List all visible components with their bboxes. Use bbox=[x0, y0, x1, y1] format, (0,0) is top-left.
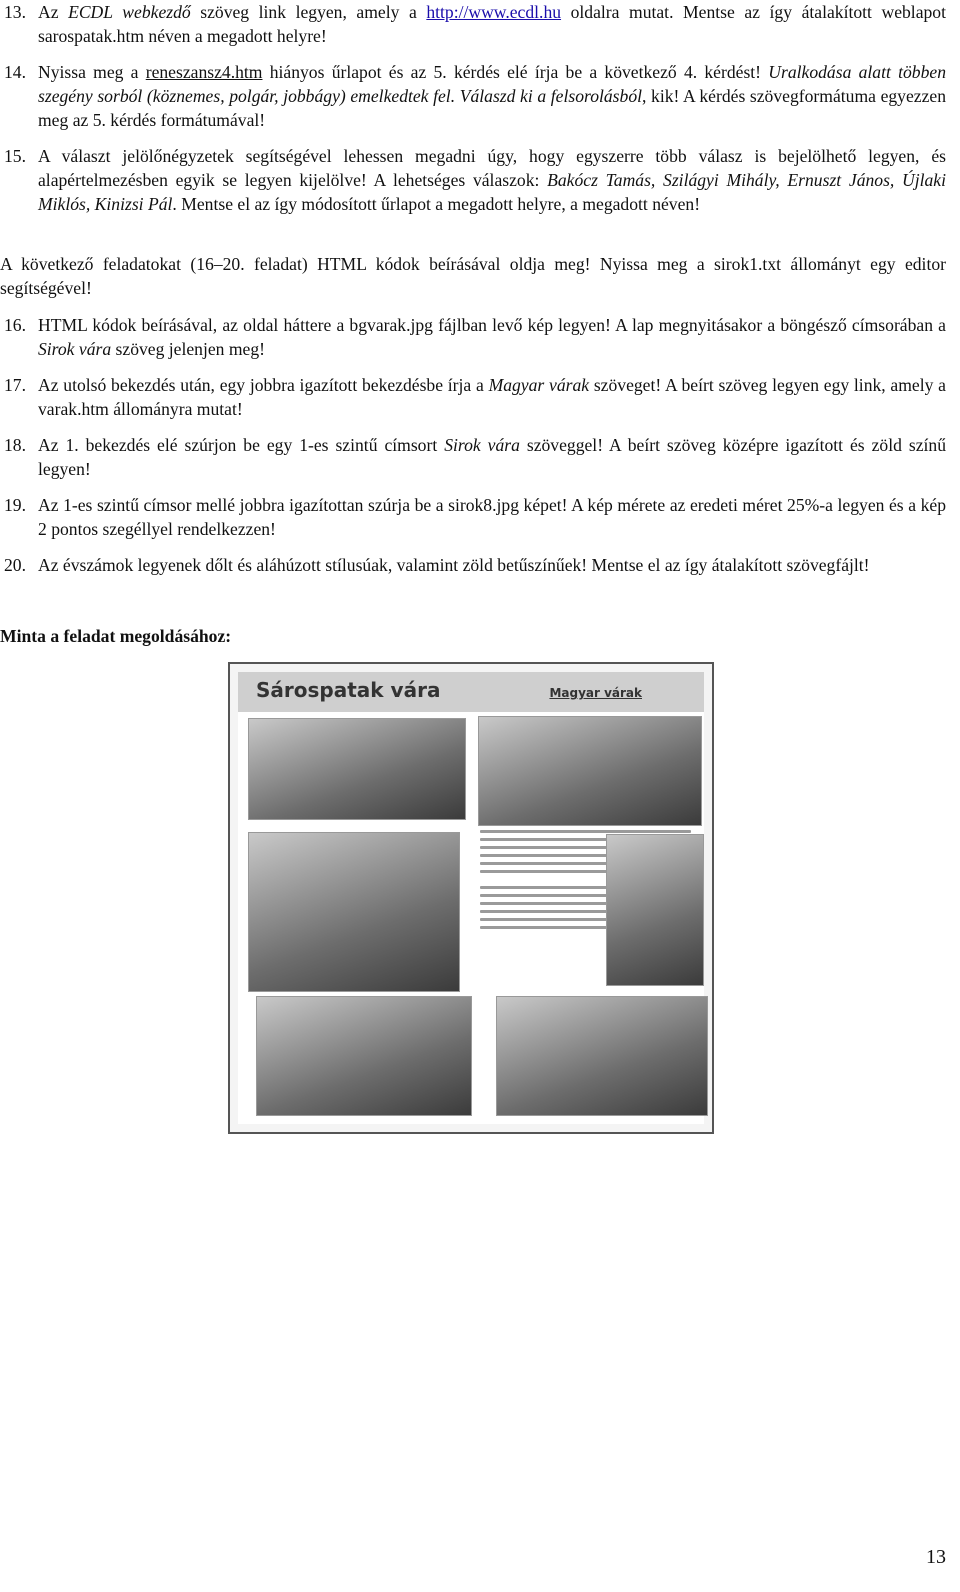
figure-header bbox=[238, 672, 704, 712]
task-number: 20. bbox=[4, 555, 26, 575]
task-text bbox=[38, 144, 946, 216]
text-run: Az bbox=[38, 2, 69, 22]
task-number: 19. bbox=[4, 495, 26, 515]
text-run: , kik! A kérdés szövegformátuma egyezzen meg az 5. kérdés formátumával! bbox=[38, 86, 946, 130]
task-text bbox=[38, 373, 946, 421]
text-run: A választ jelölőnégyzetek segítségével lehessen megadni úgy, hogy egyszerre több válasz is bejelölhető legyen, és alapértelmezésben egyik se legyen kijelölve! A lehetséges válaszok: bbox=[38, 146, 946, 190]
figure-canvas bbox=[238, 672, 704, 1124]
text-run: Az 1-es szintű címsor mellé jobbra igazítottan szúrja be a sirok8.jpg képet! A kép mérete az eredeti méret 25%-a legyen és a kép 2 pontos szegéllyel rendelkezzen! bbox=[38, 495, 946, 539]
text-run: szöveggel! A beírt szöveg középre igazított és zöld színű legyen! bbox=[38, 435, 946, 479]
text-run: . Mentse el az így módosított űrlapot a megadott helyre, a megadott néven! bbox=[172, 194, 701, 214]
task-number: 14. bbox=[4, 62, 26, 82]
task-13 bbox=[0, 0, 946, 48]
text-run: Az évszámok legyenek dőlt és aláhúzott stílusúak, valamint zöld betűszínűek! Mentse el az így átalakított szövegfájlt! bbox=[38, 555, 870, 575]
text-run: Bakócz Tamás, Szilágyi Mihály, Ernuszt János, Újlaki Miklós, Kinizsi Pál bbox=[38, 170, 947, 214]
task-19 bbox=[0, 493, 946, 541]
sample-figure bbox=[228, 662, 714, 1134]
task-text bbox=[38, 0, 946, 48]
text-link[interactable]: http://www.ecdl.hu bbox=[426, 2, 562, 22]
task-14 bbox=[0, 60, 946, 132]
intro-paragraph: A következő feladatokat (16–20. feladat) HTML kódok beírásával oldja meg! Nyissa meg a sirok1.txt állományt egy editor segítségével! bbox=[0, 254, 946, 298]
courtyard-photo bbox=[478, 716, 702, 826]
task-number: 16. bbox=[4, 315, 26, 335]
task-text bbox=[38, 493, 946, 541]
text-run: Nyissa meg a bbox=[38, 62, 146, 82]
task-text bbox=[38, 433, 946, 481]
task-text bbox=[38, 60, 946, 132]
task-15 bbox=[0, 144, 946, 240]
figure-title: Sárospatak vára bbox=[256, 678, 441, 702]
text-run: ECDL webkezdő bbox=[68, 2, 191, 22]
task-number: 18. bbox=[4, 435, 26, 455]
text-run: reneszansz4.htm bbox=[145, 62, 263, 82]
task-17 bbox=[0, 373, 946, 421]
task-20 bbox=[0, 553, 946, 601]
text-run: Az 1. bekezdés elé szúrjon be egy 1-es szintű címsort bbox=[38, 435, 445, 455]
task-number: 17. bbox=[4, 375, 26, 395]
text-run: Az utolsó bekezdés után, egy jobbra igazított bekezdésbe írja a bbox=[38, 375, 489, 395]
text-run: oldalra mutat. Mentse az így átalakított weblapot sarospatak.htm néven a megadott helyre! bbox=[38, 2, 946, 46]
text-run: szöveg link legyen, amely a bbox=[190, 2, 427, 22]
task-16 bbox=[0, 313, 946, 361]
text-run: Uralkodása alatt többen szegény sorból (köznemes, polgár, jobbágy) emelkedtek fel. Válaszd ki a felsorolásból bbox=[38, 62, 946, 106]
figure-link: Magyar várak bbox=[549, 686, 642, 700]
task-text bbox=[38, 313, 946, 361]
text-run: Sirok vára bbox=[444, 435, 520, 455]
castle-photo bbox=[248, 718, 466, 820]
text-run: szöveget! A beírt szöveg legyen egy link, amely a varak.htm állományra mutat! bbox=[38, 375, 946, 419]
castle-exterior-photo bbox=[256, 996, 472, 1116]
text-run: HTML kódok beírásával, az oldal háttere a bgvarak.jpg fájlban levő kép legyen! A lap megnyitásakor a böngésző címsorában a bbox=[38, 315, 946, 335]
task-number: 13. bbox=[4, 2, 26, 22]
text-run: hiányos űrlapot és az 5. kérdés elé írja be a következő 4. kérdést! bbox=[262, 62, 769, 82]
text-run: Sirok vára bbox=[38, 339, 112, 359]
text-run: Magyar várak bbox=[488, 375, 590, 395]
sample-heading: Minta a feladat megoldásához: bbox=[0, 626, 232, 646]
tower-photo bbox=[606, 834, 704, 986]
task-18 bbox=[0, 433, 946, 481]
task-text bbox=[38, 553, 946, 577]
text-run: szöveg jelenjen meg! bbox=[111, 339, 266, 359]
task-number: 15. bbox=[4, 146, 26, 166]
interior-photo bbox=[248, 832, 460, 992]
page-number: 13 bbox=[926, 1546, 946, 1568]
vault-photo bbox=[496, 996, 708, 1116]
